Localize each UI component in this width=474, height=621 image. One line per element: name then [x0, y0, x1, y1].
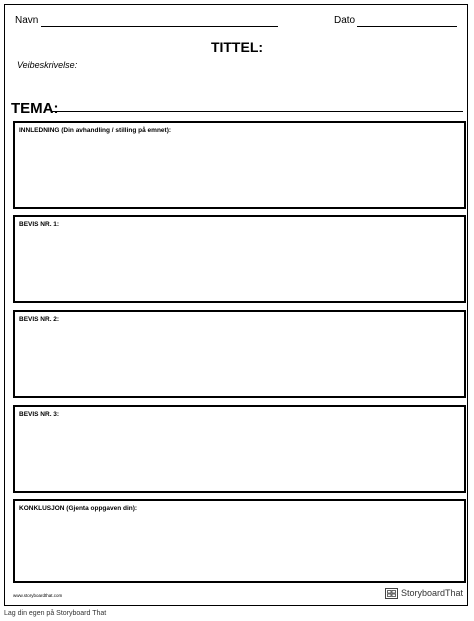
section-box-evidence-3[interactable] [13, 405, 466, 493]
date-label: Dato [334, 15, 356, 26]
section-label: INNLEDNING (Din avhandling / stilling på emnet): [19, 127, 172, 134]
section-box-conclusion[interactable] [13, 499, 466, 583]
storyboard-icon [385, 588, 398, 599]
name-line[interactable] [41, 26, 278, 27]
name-label: Navn [15, 15, 39, 26]
subtitle-label: Veibeskrivelse: [17, 60, 78, 70]
section-box-evidence-1[interactable] [13, 215, 466, 303]
section-label: BEVIS NR. 3: [19, 411, 60, 418]
section-box-evidence-2[interactable] [13, 310, 466, 398]
section-label: BEVIS NR. 1: [19, 221, 60, 228]
logo-text: StoryboardThat [401, 588, 464, 598]
section-label: KONKLUSJON (Gjenta oppgaven din): [19, 505, 138, 512]
tema-label: TEMA: [11, 100, 59, 117]
section-box-intro[interactable] [13, 121, 466, 209]
storyboardthat-logo [385, 588, 463, 599]
footer-url: www.storyboardthat.com [13, 593, 63, 598]
footer-caption-link[interactable]: Lag din egen på Storyboard That [4, 610, 107, 617]
date-line[interactable] [357, 26, 457, 27]
section-label: BEVIS NR. 2: [19, 316, 60, 323]
page-title: TITTEL: [210, 39, 264, 55]
worksheet-page [4, 4, 468, 606]
tema-line[interactable] [52, 111, 463, 112]
